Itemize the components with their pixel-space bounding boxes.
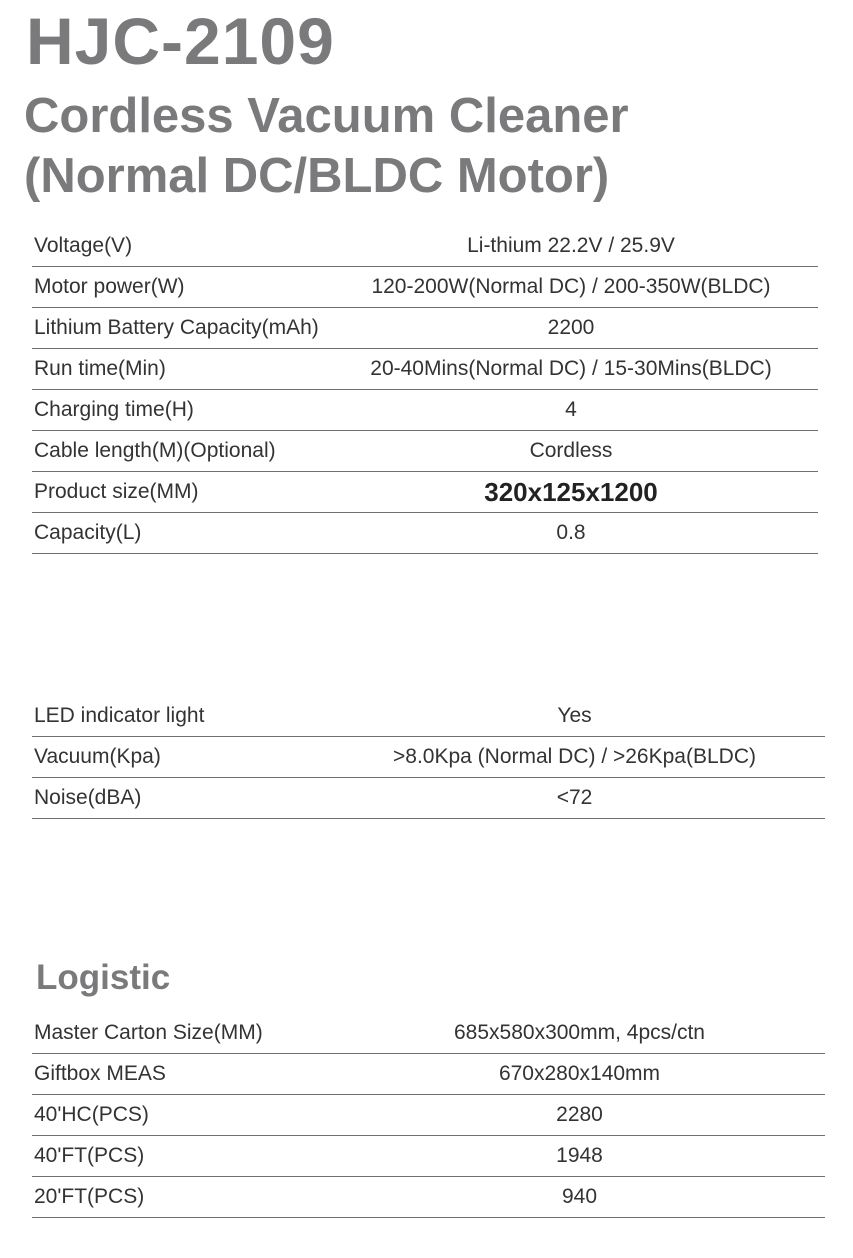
spec-label: Cable length(M)(Optional) <box>32 431 324 472</box>
product-title-line2: (Normal DC/BLDC Motor) <box>24 149 610 203</box>
spec-value: 20-40Mins(Normal DC) / 15-30Mins(BLDC) <box>324 349 818 390</box>
spec-value: Li-thium 22.2V / 25.9V <box>324 226 818 267</box>
logistic-value: 670x280x140mm <box>334 1054 825 1095</box>
spec-label: Noise(dBA) <box>32 778 324 819</box>
table-row <box>32 267 818 308</box>
spec-value: >8.0Kpa (Normal DC) / >26Kpa(BLDC) <box>324 737 825 778</box>
spec-value: 0.8 <box>324 513 818 554</box>
table-row <box>32 513 818 554</box>
table-row <box>32 226 818 267</box>
spec-value: 120-200W(Normal DC) / 200-350W(BLDC) <box>324 267 818 308</box>
spec-label: Vacuum(Kpa) <box>32 737 324 778</box>
spec-label: Product size(MM) <box>32 472 324 513</box>
spec-value: 4 <box>324 390 818 431</box>
table-row <box>32 1095 825 1136</box>
table-row <box>32 349 818 390</box>
table-row <box>32 737 825 778</box>
logistic-value: 685x580x300mm, 4pcs/ctn <box>334 1013 825 1054</box>
spec-value: 2200 <box>324 308 818 349</box>
logistic-value: 940 <box>334 1177 825 1218</box>
logistic-label: Master Carton Size(MM) <box>32 1013 334 1054</box>
spec-value-product-size: 320x125x1200 <box>324 472 818 513</box>
logistic-label: 20'FT(PCS) <box>32 1177 334 1218</box>
spec-label: Voltage(V) <box>32 226 324 267</box>
table-row <box>32 1177 825 1218</box>
table-row <box>32 1054 825 1095</box>
logistic-value: 1948 <box>334 1136 825 1177</box>
main-spec-table <box>32 226 818 554</box>
spec-label: Motor power(W) <box>32 267 324 308</box>
logistic-label: 40'HC(PCS) <box>32 1095 334 1136</box>
extra-spec-table <box>32 696 825 819</box>
spec-value: Yes <box>324 696 825 737</box>
table-row <box>32 696 825 737</box>
spec-value: <72 <box>324 778 825 819</box>
spec-value: Cordless <box>324 431 818 472</box>
spec-label: Lithium Battery Capacity(mAh) <box>32 308 324 349</box>
table-row <box>32 308 818 349</box>
spec-label: LED indicator light <box>32 696 324 737</box>
table-row <box>32 1136 825 1177</box>
spec-label: Run time(Min) <box>32 349 324 390</box>
logistic-value: 2280 <box>334 1095 825 1136</box>
model-title: HJC-2109 <box>26 4 335 78</box>
logistic-heading: Logistic <box>36 958 171 997</box>
table-row <box>32 1013 825 1054</box>
table-row <box>32 390 818 431</box>
spec-label: Capacity(L) <box>32 513 324 554</box>
logistic-label: Giftbox MEAS <box>32 1054 334 1095</box>
table-row <box>32 431 818 472</box>
logistic-label: 40'FT(PCS) <box>32 1136 334 1177</box>
logistic-table <box>32 1013 825 1218</box>
table-row <box>32 472 818 513</box>
spec-label: Charging time(H) <box>32 390 324 431</box>
table-row <box>32 778 825 819</box>
product-title-line1: Cordless Vacuum Cleaner <box>24 89 629 143</box>
